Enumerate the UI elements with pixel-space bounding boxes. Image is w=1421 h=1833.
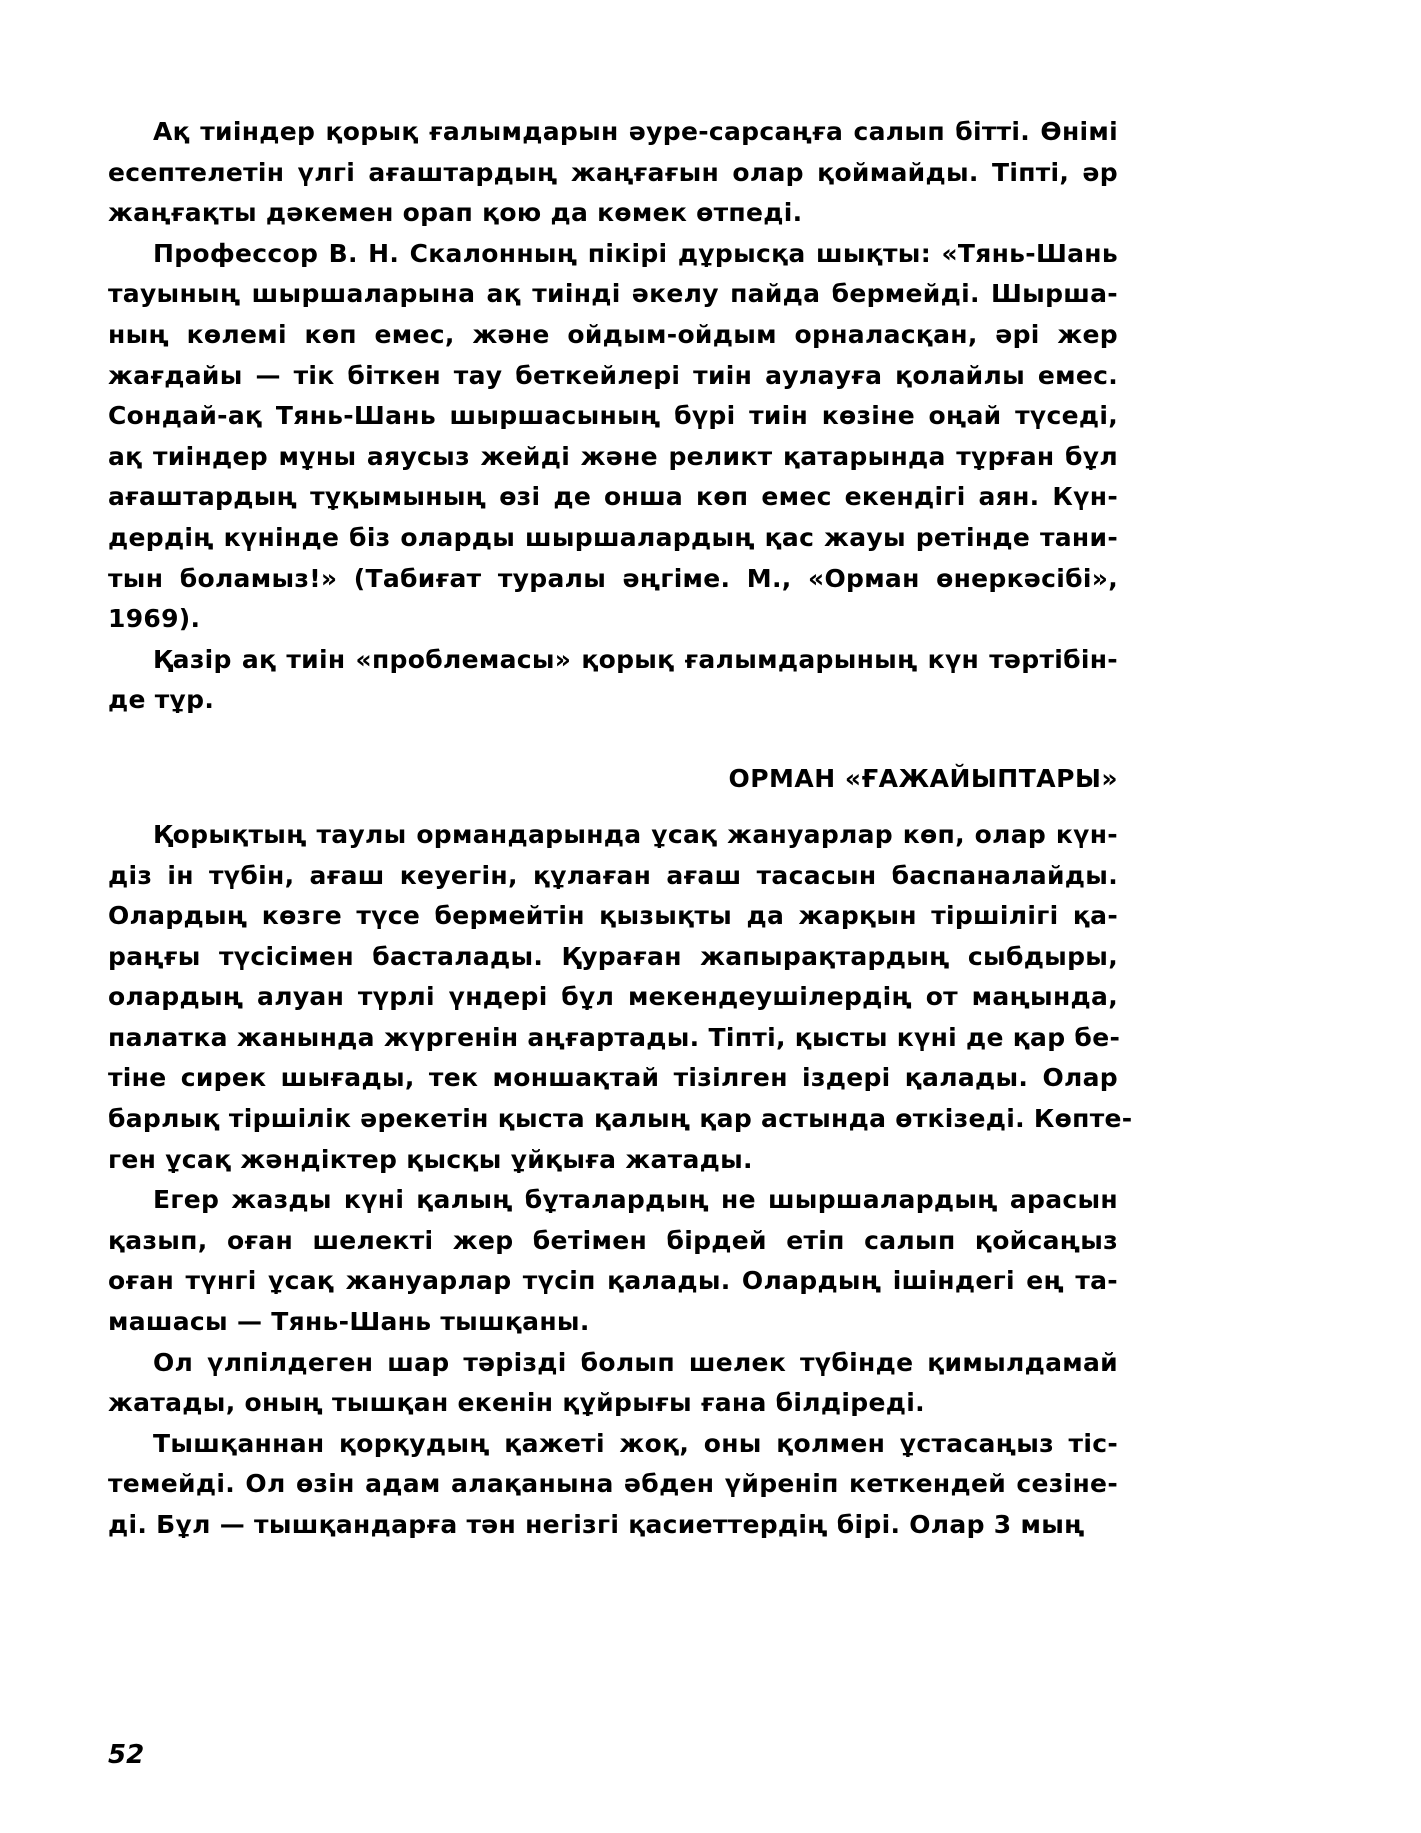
- paragraph: [108, 815, 1133, 1180]
- paragraph: [108, 1424, 1118, 1546]
- text-line: ді. Бұл — тышқандарға тән негізгі қасиеттердің бірі. Олар 3 мың: [108, 1510, 1085, 1539]
- text-line: Профессор В. Н. Скалонның пікірі дұрысқа шықты: «Тянь-Шань: [153, 238, 1118, 268]
- text-line: Қорықтың таулы ормандарында ұсақ жануарлар көп, олар күн-: [153, 819, 1118, 849]
- paragraph: [108, 640, 1118, 721]
- page-number: 52: [108, 1740, 145, 1770]
- text-line: Егер жазды күні қалың бұталардың не шыршалардың арасын: [153, 1185, 1118, 1215]
- section-heading: ОРМАН «ҒАЖАЙЫПТАРЫ»: [728, 763, 1118, 793]
- text-line: есептелетін үлгі ағаштардың жаңғағын олар қоймайды. Тіпті, әр: [108, 157, 1118, 187]
- text-line: де тұр.: [108, 685, 215, 715]
- text-line: Қазір ақ тиін «проблемасы» қорық ғалымдарының күн тәртібін-: [153, 644, 1118, 674]
- text-line: тауының шыршаларына ақ тиінді әкелу пайда бермейді. Шырша-: [108, 279, 1118, 309]
- text-line: Олардың көзге түсе бермейтін қызықты да жарқын тіршілігі қа-: [108, 901, 1118, 931]
- text-line: ның көлемі көп емес, және ойдым-ойдым орналасқан, әрі жер: [108, 319, 1118, 349]
- text-line: оған түнгі ұсақ жануарлар түсіп қалады. Олардың ішіндегі ең та-: [108, 1266, 1118, 1296]
- text-line: темейді. Ол өзін адам алақанына әбден үйреніп кеткендей сезіне-: [108, 1469, 1118, 1499]
- text-line: Ақ тиіндер қорық ғалымдарын әуре-сарсаңға салып бітті. Өнімі: [153, 117, 1118, 146]
- text-line: қазып, оған шелекті жер бетімен бірдей етіп салып қойсаңыз: [108, 1225, 1118, 1255]
- text-line: ақ тиіндер мұны аяусыз жейді және реликт қатарында тұрған бұл: [108, 441, 1118, 471]
- paragraph: [108, 234, 1118, 640]
- text-line: Тышқаннан қорқудың қажеті жоқ, оны қолмен ұстасаңыз тіс-: [153, 1428, 1118, 1458]
- text-line: тын боламыз!» (Табиғат туралы әңгіме. М., «Орман өнеркәсібі»,: [108, 563, 1118, 593]
- text-line: жағдайы — тік біткен тау беткейлері тиін аулауға қолайлы емес.: [108, 360, 1118, 390]
- text-line: ағаштардың тұқымының өзі де онша көп емес екендігі аян. Күн-: [108, 482, 1118, 512]
- text-line: жатады, оның тышқан екенін құйрығы ғана білдіреді.: [108, 1388, 925, 1418]
- text-line: раңғы түсісімен басталады. Қураған жапырақтардың сыбдыры,: [108, 941, 1118, 971]
- paragraph: [108, 1343, 1118, 1424]
- text-line: машасы — Тянь-Шань тышқаны.: [108, 1307, 590, 1337]
- paragraph: [108, 112, 1118, 234]
- text-line: барлық тіршілік әрекетін қыста қалың қар астында өткізеді. Көпте-: [108, 1104, 1133, 1134]
- text-line: Сондай-ақ Тянь-Шань шыршасының бүрі тиін көзіне оңай түседі,: [108, 401, 1118, 431]
- text-line: олардың алуан түрлі үндері бұл мекендеушілердің от маңында,: [108, 982, 1118, 1012]
- text-line: палатка жанында жүргенін аңғартады. Тіпті, қысты күні де қар бе-: [108, 1022, 1121, 1052]
- text-line: дердің күнінде біз оларды шыршалардың қас жауы ретінде тани-: [108, 522, 1118, 552]
- paragraphs-after-heading: [108, 815, 1133, 1546]
- text-line: діз ін түбін, ағаш кеуегін, құлаған ағаш тасасын баспаналайды.: [108, 860, 1118, 890]
- text-line: Ол үлпілдеген шар тәрізді болып шелек түбінде қимылдамай: [153, 1347, 1118, 1377]
- page-body: [108, 112, 1133, 1546]
- paragraph: [108, 1180, 1118, 1342]
- text-line: ген ұсақ жәндіктер қысқы ұйқыға жатады.: [108, 1144, 753, 1174]
- paragraphs-before-heading: [108, 112, 1118, 721]
- text-line: 1969).: [108, 604, 201, 634]
- text-line: тіне сирек шығады, тек моншақтай тізілген іздері қалады. Олар: [108, 1063, 1118, 1093]
- text-line: жаңғақты дәкемен орап қою да көмек өтпеді.: [108, 198, 803, 228]
